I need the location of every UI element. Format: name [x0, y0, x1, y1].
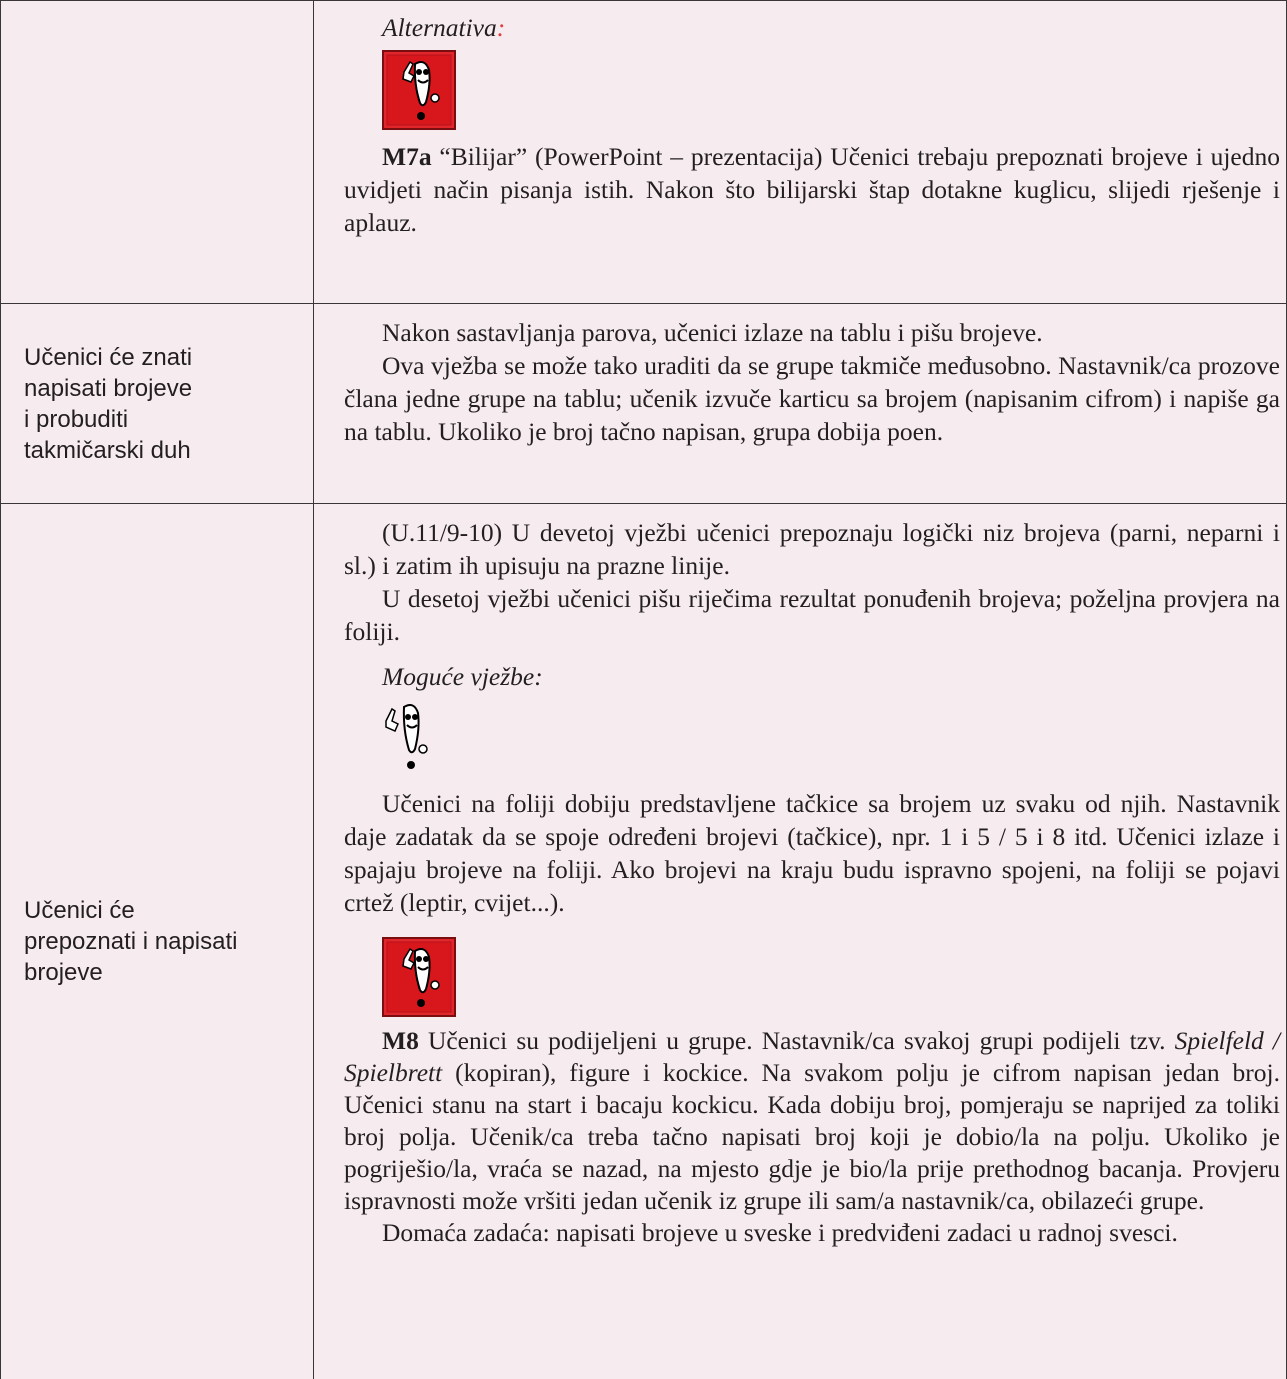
- activity-cell: [314, 1, 1287, 304]
- goal-line: napisati brojeve: [24, 374, 193, 402]
- exclamation-mascot-icon: [382, 937, 456, 1017]
- paragraph: Ova vježba se može tako uraditi da se grupe takmiče međusobno. Nastavnik/ca prozove člana jedne grupe na tablu; učenik izvuče karticu sa brojem (napisanim cifrom) i napiše ga na tablu. Ukoliko je broj tačno napisan, grupa dobija poen.: [344, 351, 1280, 446]
- m8-paragraph: M8 Učenici su podijeljeni u grupe. Nastavnik/ca svakoj grupi podijeli tzv. Spielfeld / Spielbrett (kopiran), figure i kockice. Na svakom polju je cifrom napisan jedan broj. Učenici stanu na start i bacaju kockicu. Kada dobiju broj, pomjeraju se naprijed za toliki broj polja. Učenik/ca treba tačno napisati broj koji je dobio/la na polju. Ukoliko je pogriješio/la, vraća se nazad, na mjesto gdje je bio/la prije prethodnog bacanja. Provjeru ispravnosti može vršiti jedan učenik iz grupe ili sam/a nastavnik/ca, obilazeći grupe.: [344, 1026, 1281, 1215]
- goal-line: i probuditi: [24, 405, 129, 433]
- goal-cell: [1, 1, 314, 304]
- goal-line: prepoznati i napisati: [24, 927, 238, 955]
- table-row: [1, 304, 1287, 504]
- goal-line: Učenici će: [24, 896, 135, 924]
- goal-line: brojeve: [24, 958, 103, 986]
- alternative-label: Alternativa:: [382, 13, 506, 42]
- goal-cell: [1, 504, 314, 1379]
- activity-cell: [314, 304, 1287, 504]
- goal-line: Učenici će znati: [24, 343, 193, 371]
- table-row: [1, 504, 1287, 1379]
- goal-line: takmičarski duh: [24, 436, 191, 464]
- goal-cell: [1, 304, 314, 504]
- m7a-paragraph: M7a “Bilijar” (PowerPoint – prezentacija) Učenici trebaju prepoznati brojeve i ujedno uvidjeti način pisanja istih. Nakon što bilijarski štap dotakne kuglicu, slijedi rješenje i aplauz.: [344, 142, 1280, 237]
- homework-paragraph: Domaća zadaća: napisati brojeve u sveske i predviđeni zadaci u radnoj svesci.: [382, 1218, 1178, 1247]
- exclamation-mascot-icon: [382, 699, 432, 775]
- paragraph: Nakon sastavljanja parova, učenici izlaze na tablu i pišu brojeve.: [382, 318, 1043, 347]
- possible-exercises-label: Moguće vježbe:: [382, 662, 543, 691]
- paragraph: (U.11/9-10) U devetoj vježbi učenici prepoznaju logički niz brojeva (parni, neparni i sl.) i zatim ih upisuju na prazne linije.: [344, 518, 1280, 580]
- activity-cell: [314, 504, 1287, 1379]
- table-row: [1, 1, 1287, 304]
- exclamation-mascot-icon: [382, 50, 456, 130]
- paragraph: U desetoj vježbi učenici pišu riječima rezultat ponuđenih brojeva; poželjna provjera na foliji.: [344, 584, 1280, 646]
- paragraph: Učenici na foliji dobiju predstavljene tačkice sa brojem uz svaku od njih. Nastavnik daje zadatak da se spoje određeni brojevi (tačkice), npr. 1 i 5 / 5 i 8 itd. Učenici izlaze i spajaju brojeve na foliji. Ako brojevi na kraju budu ispravno spojeni, na foliji se pojavi crtež (leptir, cvijet...).: [344, 789, 1280, 917]
